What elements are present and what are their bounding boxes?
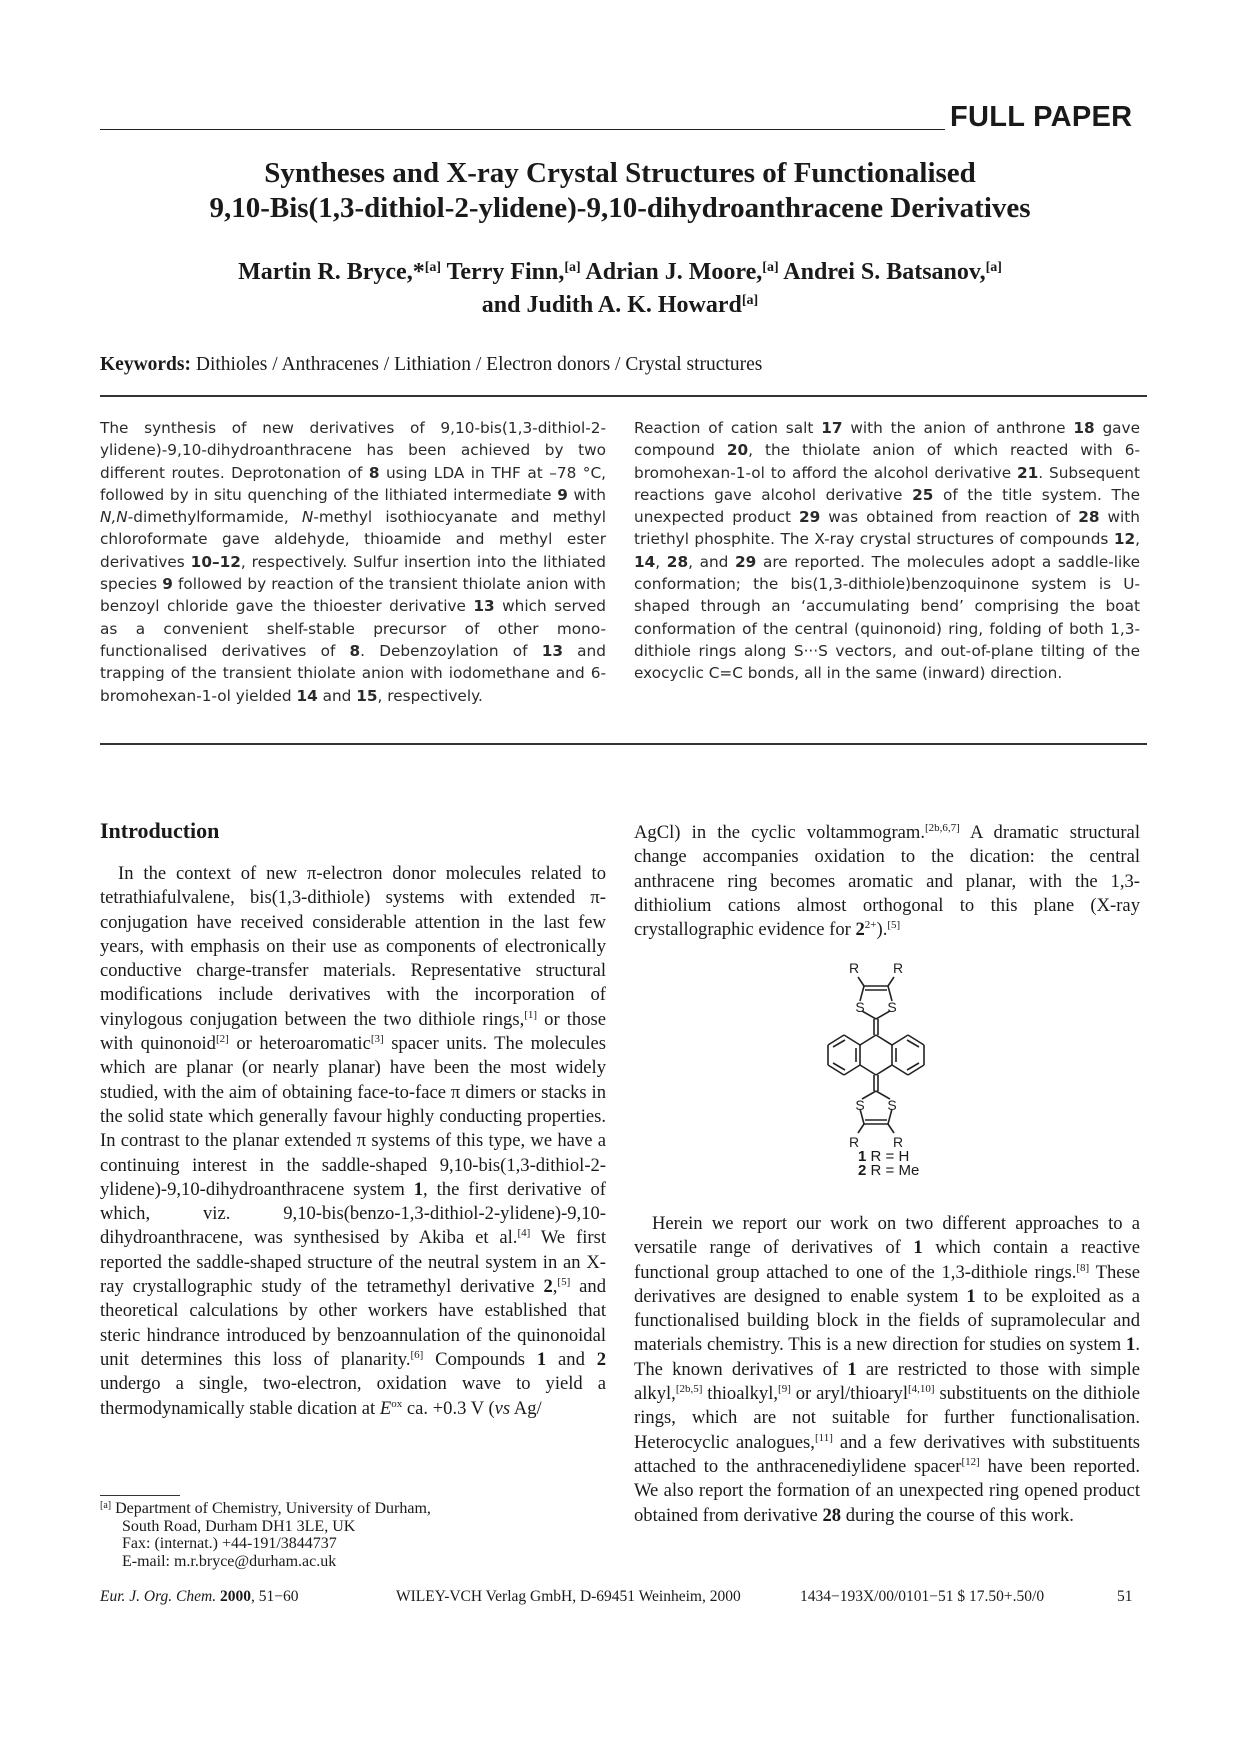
affiliation-marker: [a] [564, 260, 581, 275]
body-column-right-top [634, 821, 1140, 942]
footnote-line: Fax: (internat.) +44-191/3844737 [122, 1535, 337, 1553]
body-paragraph: Herein we report our work on two different approaches to a versatile range of derivatives of 1 which contain a reactive functional group attached to one of the 1,3-dithiole rings.[8] These derivatives are designed to enable system 1 to be exploited as a functionalised building block in the fields of supramolecular and materials chemistry. This is a new direction for studies on system 1. The known derivatives of 1 are restricted to those with simple alkyl,[2b,5] thioalkyl,[9] or aryl/thioaryl[4,10] substituents on the dithiole rings, which are not suitable for further functionalisation. Heterocyclic analogues,[11] and a few derivatives with substituents attached to the anthracenediylidene spacer[12] have been reported. We also report the formation of an unexpected ring opened product obtained from derivative 28 during the course of this work. [634, 1213, 1141, 1526]
title-line-1: Syntheses and X-ray Crystal Structures of Functionalised [264, 157, 976, 189]
abstract-left: The synthesis of new derivatives of 9,10-bis(1,3-dithiol-2-ylidene)-9,10-dihydroanthracene has been achieved by two different routes. Deprotonation of 8 using LDA in THF at –78 °C, followed by in situ quenching of the lithiated intermediate 9 with N,N-dimethylformamide, N-methyl isothiocyanate and methyl chloroformate gave aldehyde, thioamide and methyl ester derivatives 10–12, respectively. Sulfur insertion into the lithiated species 9 followed by reaction of the transient thiolate anion with benzoyl chloride gave the thioester derivative 13 which served as a convenient shelf-stable precursor of other mono-functionalised derivatives of 8. Debenzoylation of 13 and trapping of the transient thiolate anion with iodomethane and 6-bromohexan-1-ol yielded 14 and 15, respectively. [100, 419, 606, 705]
compound-1-label: 1 R = H [858, 1148, 910, 1165]
atom-label-s: S [887, 1097, 897, 1113]
footnote-email: E-mail: m.r.bryce@durham.ac.uk [122, 1552, 337, 1570]
atom-label-r: R [848, 960, 860, 976]
bond [908, 1065, 924, 1075]
footer-issn: 1434−193X/00/0101−51 $ 17.50+.50/0 [800, 1588, 1045, 1605]
affiliation-marker: [a] [762, 260, 779, 275]
body-paragraph: AgCl) in the cyclic voltammogram.[2b,6,7] A dramatic structural change accompanies oxidation to the dication: the central anthracene ring becomes aromatic and planar, with the 1,3-dithiolium cations almost orthogonal to this plane (X-ray crystallographic evidence for $2^{2+}).[5]$ [634, 822, 1140, 941]
keywords-label: Keywords: [100, 354, 191, 375]
footer-publisher: WILEY-VCH Verlag GmbH, D-69451 Weinheim, 2000 [396, 1588, 741, 1605]
bond [876, 1065, 892, 1075]
footnote-line: [a] Department of Chemistry, University of Durham, [100, 1500, 431, 1517]
abstract-top-rule [100, 395, 1147, 397]
atom-label-r: R [848, 1134, 860, 1150]
keywords-text: Dithioles / Anthracenes / Lithiation / Electron donors / Crystal structures [195, 354, 763, 375]
body-paragraph: In the context of new π-electron donor molecules related to tetrathiafulvalene, bis(1,3-dithiole) systems with extended π-conjugation have received considerable attention in the last few years, with emphasis on their use as components of electronically conductive charge-transfer materials. Representative structural modifications include derivatives with the incorporation of vinylogous conjugation between the two dithiole rings,[1] or those with quinonoid[2] or heteroaromatic[3] spacer units. The molecules which are planar (or nearly planar) have been the most widely studied, with the aim of obtaining face-to-face π dimers or stacks in the solid state which generally favour highly conducting properties. In contrast to the planar extended π systems of this type, we have a continuing interest in the saddle-shaped 9,10-bis(1,3-dithiol-2-ylidene)-9,10-dihydroanthracene system 1, the first derivative of which, viz. 9,10-bis(benzo-1,3-dithiol-2-ylidene)-9,10-dihydroanthracene, was synthesised by Akiba et al.[4] We first reported the saddle-shaped structure of the neutral system in an X-ray crystallographic study of the tetramethyl derivative 2,[5] and theoretical calculations by other workers have established that steric hindrance introduced by benzoannulation of the quinonoidal unit determines this loss of planarity.[6] Compounds 1 and 2 undergo a single, two-electron, oxidation wave to yield a thermodynamically stable dication at $E^{ox}$ ca. +0.3 V (vs Ag/ [100, 863, 606, 1419]
title-line-2: 9,10-Bis(1,3-dithiol-2-ylidene)-9,10-dihydroanthracene Derivatives [209, 192, 1031, 224]
footnote-rule [100, 1495, 180, 1496]
bond [860, 1035, 876, 1045]
structure-bonds [828, 977, 924, 1133]
bond [858, 1124, 864, 1133]
author-name: Adrian J. Moore, [585, 259, 763, 285]
footnote-line: South Road, Durham DH1 3LE, UK [122, 1517, 356, 1535]
page-number: 51 [1117, 1588, 1133, 1605]
paper-title [140, 156, 1100, 226]
bond [908, 1035, 924, 1045]
structure-atoms [849, 960, 903, 1150]
atom-label-r: R [892, 960, 904, 976]
keywords [100, 354, 1140, 376]
footer-citation: Eur. J. Org. Chem. 2000, 51−60 [100, 1588, 299, 1605]
footnote-marker: [a] [100, 1500, 112, 1511]
bond [844, 1035, 860, 1045]
section-heading-introduction: Introduction [100, 818, 220, 843]
body-column-left [100, 862, 606, 1421]
atom-label-s: S [887, 999, 897, 1015]
affiliation-marker: [a] [741, 293, 759, 308]
author-line-2 [140, 289, 1100, 322]
bond [858, 977, 864, 986]
affiliation-marker: [a] [424, 260, 442, 275]
author-list [140, 256, 1100, 322]
affiliation-marker: [a] [985, 260, 1002, 275]
author-name: Martin R. Bryce,* [238, 259, 425, 285]
abstract-right: Reaction of cation salt 17 with the anion of anthrone 18 gave compound 20, the thiolate anion of which reacted with 6-bromohexan-1-ol to afford the alcohol derivative 21. Subsequent reactions gave alcohol derivative 25 of the title system. The unexpected product 29 was obtained from reaction of 28 with triethyl phosphite. The X-ray crystal structures of compounds 12, 14, 28, and 29 are reported. The molecules adopt a saddle-like conformation; the bis(1,3-dithiole)benzoquinone system is U-shaped through an ‘accumulating bend’ comprising the boat conformation of the central (quinonoid) ring, folding of both 1,3-dithiole rings along S···S vectors, and out-of-plane tilting of the exocyclic C=C bonds, all in the same (inward) direction. [634, 419, 1141, 683]
bond [828, 1035, 844, 1045]
author-name: Andrei S. Batsanov, [783, 259, 986, 285]
body-column-right-bottom [634, 1212, 1140, 1528]
bond [844, 1065, 860, 1075]
author-name: Terry Finn, [446, 259, 565, 285]
bond [860, 1065, 876, 1075]
atom-label-r: R [892, 1134, 904, 1150]
bond [892, 1065, 908, 1075]
affiliation-footnote [100, 1500, 600, 1570]
bond [888, 1124, 894, 1133]
compound-legend [858, 1150, 919, 1178]
atom-label-s: S [855, 1097, 865, 1113]
abstract-bottom-rule [100, 743, 1147, 745]
bond [892, 1035, 908, 1045]
author-name: and Judith A. K. Howard [481, 292, 742, 318]
author-line-1 [140, 256, 1100, 289]
bond [828, 1065, 844, 1075]
bond [888, 977, 894, 986]
bond [876, 1035, 892, 1045]
header-rule [100, 129, 945, 130]
compound-2-label: 2 R = Me [858, 1162, 920, 1179]
section-label: FULL PAPER [950, 101, 1133, 133]
atom-label-s: S [855, 999, 865, 1015]
